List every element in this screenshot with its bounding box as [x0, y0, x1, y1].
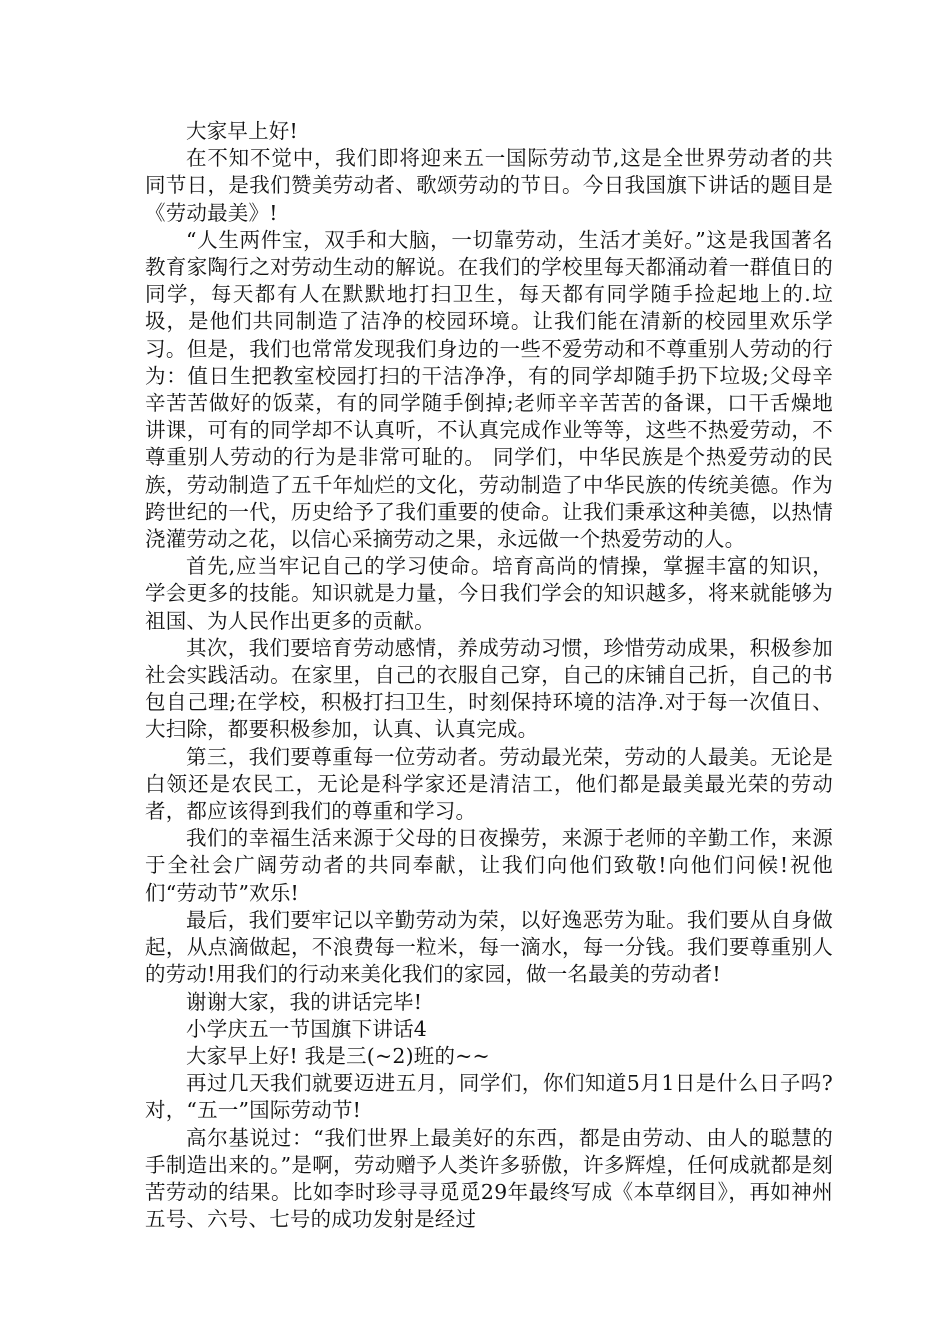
- paragraph-greeting: 大家早上好!: [186, 119, 298, 143]
- paragraph-happiness: 我们的幸福生活来源于父母的日夜操劳，来源于老师的辛勤工作，来源于全社会广阔劳动者的共同奉献，让我们向他们致敬!向他们问候!祝他们“劳动节”欢乐!: [145, 826, 833, 905]
- paragraph-may-first: 再过几天我们就要迈进五月，同学们，你们知道5月1日是什么日子吗?对，“五一”国际劳动节!: [145, 1071, 833, 1123]
- paragraph-second: 其次，我们要培育劳动感情，养成劳动习惯，珍惜劳动成果，积极参加社会实践活动。在家里，自己的衣服自己穿，自己的床铺自己折，自己的书包自己理;在学校，积极打扫卫生，时刻保持环境的洁净.对于每一次值日、大扫除，都要积极参加，认真、认真完成。: [145, 635, 833, 742]
- paragraph-intro: 在不知不觉中，我们即将迎来五一国际劳动节,这是全世界劳动者的共同节日，是我们赞美劳动者、歌颂劳动的节日。今日我国旗下讲话的题目是《劳动最美》!: [145, 146, 833, 225]
- paragraph-third: 第三，我们要尊重每一位劳动者。劳动最光荣，劳动的人最美。无论是白领还是农民工，无论是科学家还是清洁工，他们都是最美最光荣的劳动者，都应该得到我们的尊重和学习。: [145, 744, 833, 824]
- paragraph-first: 首先,应当牢记自己的学习使命。培育高尚的情操，掌握丰富的知识，学会更多的技能。知识就是力量，今日我们学会的知识越多，将来就能够为祖国、为人民作出更多的贡献。: [145, 554, 833, 633]
- section-heading: 小学庆五一节国旗下讲话4: [186, 1016, 427, 1041]
- speech-text-body: [145, 118, 833, 1233]
- paragraph-finally: 最后，我们要牢记以辛勤劳动为荣，以好逸恶劳为耻。我们要从自身做起，从点滴做起，不浪费每一粒米，每一滴水，每一分钱。我们要尊重别人的劳动!用我们的行动来美化我们的家园，做一名最美的劳动者!: [145, 907, 833, 987]
- paragraph-thanks: 谢谢大家，我的讲话完毕!: [186, 989, 423, 1014]
- paragraph-gorky: 高尔基说过：“我们世界上最美好的东西，都是由劳动、由人的聪慧的手制造出来的。”是啊，劳动赠予人类许多骄傲，许多辉煌，任何成就都是刻苦劳动的结果。比如李时珍寻寻觅觅29年最终写成《本草纲目》，再如神州五号、六号、七号的成功发射是经过: [145, 1125, 833, 1232]
- paragraph-greeting-2: 大家早上好! 我是三(~2)班的~~: [186, 1043, 490, 1068]
- paragraph-quote-tao: “人生两件宝，双手和大脑，一切靠劳动，生活才美好。”这是我国著名教育家陶行之对劳动生动的解说。在我们的学校里每天都涌动着一群值日的同学，每天都有人在默默地打扫卫生，每天都有同学随手捡起地上的.垃圾，是他们共同制造了洁净的校园环境。让我们能在清新的校园里欢乐学习。但是，我们也常常发现我们身边的一些不爱劳动和不尊重别人劳动的行为：值日生把教室校园打扫的干洁净净，有的同学却随手扔下垃圾;父母辛辛苦苦做好的饭菜，有的同学随手倒掉;老师辛辛苦苦的备课，口干舌燥地讲课，可有的同学却不认真听，不认真完成作业等等，这些不热爱劳动，不尊重别人劳动的行为是非常可耻的。 同学们，中华民族是个热爱劳动的民族，劳动制造了五千年灿烂的文化，劳动制造了中华民族的传统美德。作为跨世纪的一代，历史给予了我们重要的使命。让我们秉承这种美德，以热情浇灌劳动之花，以信心采摘劳动之果，永远做一个热爱劳动的人。: [145, 227, 833, 552]
